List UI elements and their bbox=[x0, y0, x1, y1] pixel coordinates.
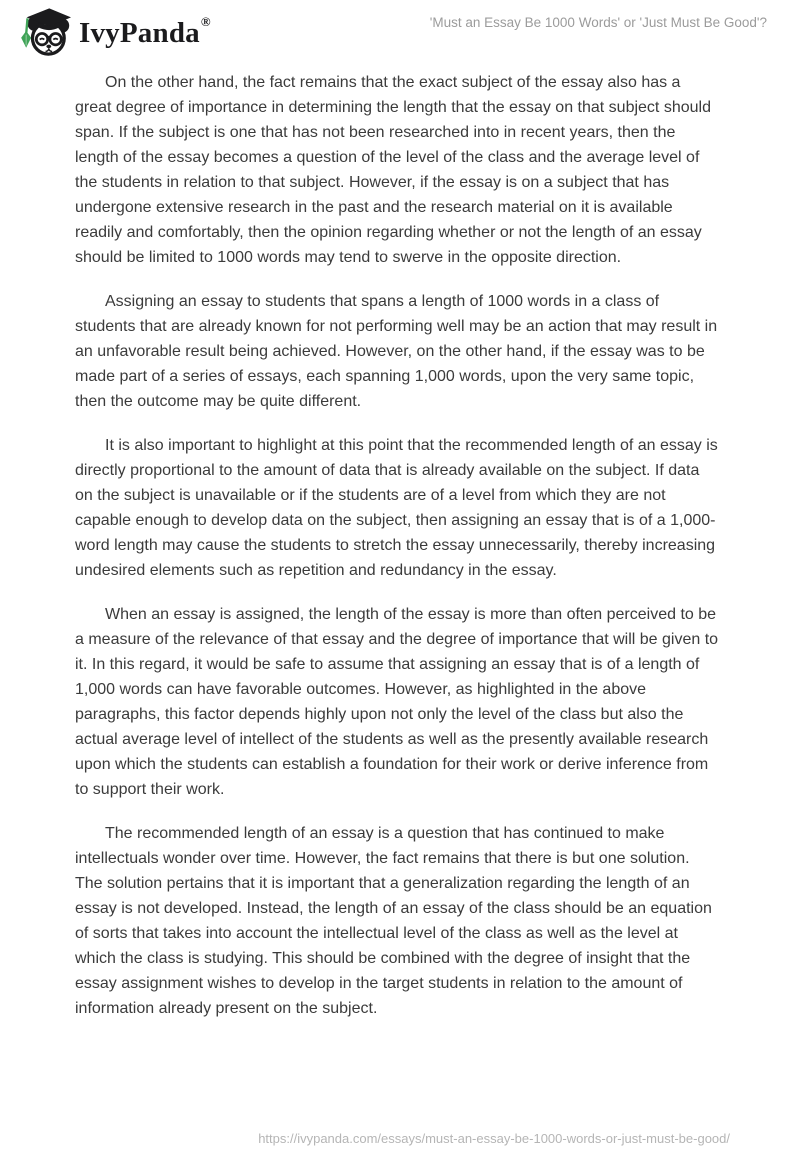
essay-body bbox=[75, 70, 721, 1040]
essay-paragraph-1: On the other hand, the fact remains that the exact subject of the essay also has a great degree of importance in determining the length that the essay on that subject should span. If the subject is one that has not been researched into in recent years, then the length of the essay becomes a question of the level of the class and the average level of the students in relation to that subject. However, if the essay is on a subject that has undergone extensive research in the past and the research material on it is available readily and comfortably, then the opinion regarding whether or not the length of an essay should be limited to 1000 words may tend to swerve in the opposite direction. bbox=[75, 74, 711, 266]
panda-graduate-icon bbox=[13, 4, 71, 58]
ivypanda-logo bbox=[13, 4, 211, 58]
page-header bbox=[0, 0, 800, 64]
essay-paragraph-2: Assigning an essay to students that spans a length of 1000 words in a class of students that are already known for not performing well may be an action that may result in an unfavorable result being achieved. However, on the other hand, if the essay was to be made part of a series of essays, each spanning 1,000 words, upon the very same topic, then the outcome may be quite different. bbox=[75, 293, 718, 410]
essay-paragraph-5: The recommended length of an essay is a question that has continued to make intellectuals wonder over time. However, the fact remains that there is but one solution. The solution pertains that it is important that a generalization regarding the length of an essay is not developed. Instead, the length of an essay of the class should be an equation of sorts that takes into account the intellectual level of the class as well as the level at which the class is studying. This should be combined with the degree of insight that the essay assignment wishes to develop in the target students in relation to the amount of information already present on the subject. bbox=[75, 825, 712, 1017]
essay-paragraph-4: When an essay is assigned, the length of the essay is more than often perceived to be a measure of the relevance of that essay and the degree of importance that will be given to it. In this regard, it would be safe to assume that assigning an essay that is of a length of 1,000 words can have favorable outcomes. However, as highlighted in the above paragraphs, this factor depends highly upon not only the level of the class but also the actual average level of intellect of the students as well as the presently available research upon which the students can establish a foundation for their work or derive inference from to support their work. bbox=[75, 606, 719, 798]
source-url: https://ivypanda.com/essays/must-an-essay-be-1000-words-or-just-must-be-good/ bbox=[258, 1131, 730, 1146]
essay-paragraph-3: It is also important to highlight at this point that the recommended length of an essay is directly proportional to the amount of data that is already available on the subject. If data on the subject is unavailable or if the students are of a level from which they are not capable enough to develop data on the subject, then assigning an essay that is of a 1,000-word length may cause the students to stretch the essay unnecessarily, thereby increasing undesired elements such as repetition and redundancy in the essay. bbox=[75, 437, 718, 579]
registered-trademark-symbol: ® bbox=[200, 14, 211, 29]
brand-name: IvyPanda bbox=[79, 16, 200, 49]
running-head-title: 'Must an Essay Be 1000 Words' or 'Just Must Be Good'? bbox=[429, 15, 767, 30]
